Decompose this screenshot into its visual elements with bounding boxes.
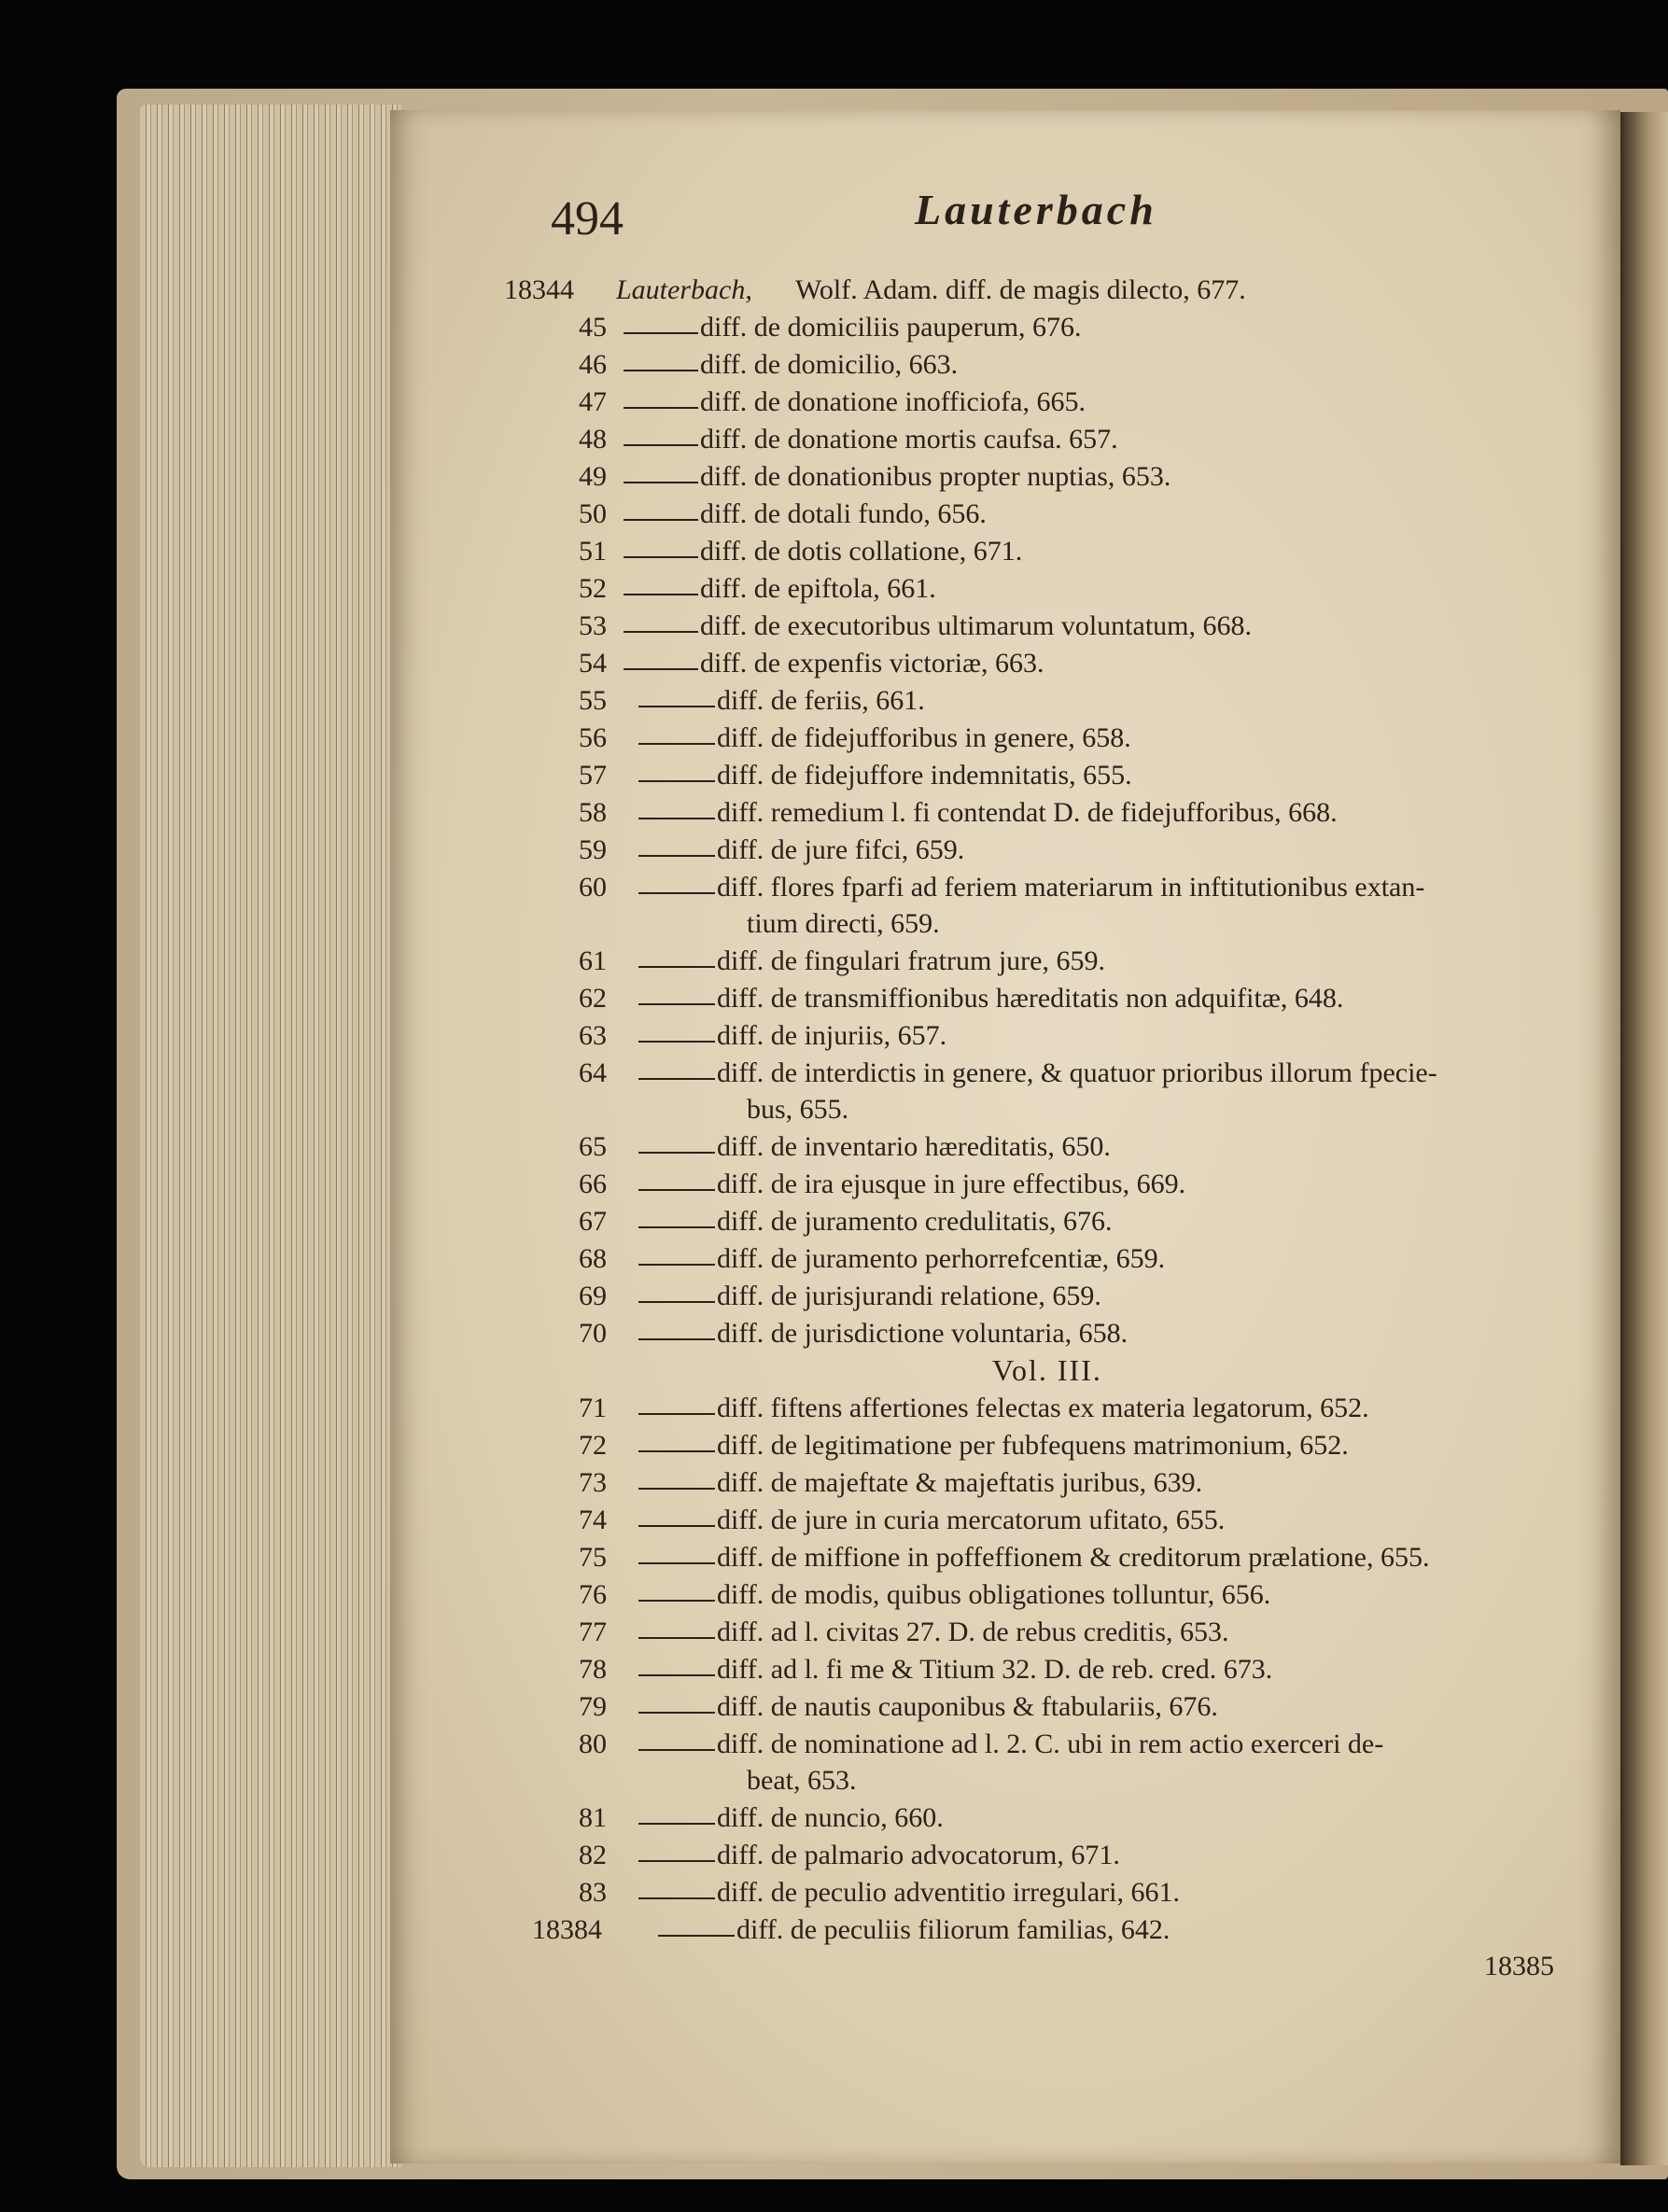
- entry-number: 77: [579, 1617, 607, 1647]
- entry-number: 68: [579, 1243, 607, 1275]
- entry-number: 64: [579, 1057, 607, 1089]
- entry-number: 62: [579, 983, 607, 1015]
- entry-text: diff. de jurisjurandi relatione, 659.: [717, 1281, 1101, 1312]
- ditto-dash: [638, 743, 715, 745]
- entry-text: diff. de modis, quibus obligationes tolluntur, 656.: [717, 1579, 1271, 1610]
- entry-text: diff. de domicilio, 663.: [700, 349, 959, 380]
- entry-text: Wolf. Adam. diff. de magis dilecto, 677.: [795, 274, 1246, 305]
- entry-text: diff. de injuriis, 657.: [717, 1020, 947, 1052]
- entry-text: diff. de executoribus ultimarum voluntatum, 668.: [700, 610, 1253, 641]
- entry-text: diff. de donatione inofficiofa, 665.: [700, 386, 1086, 417]
- entry-number: 60: [579, 872, 607, 903]
- entry-text: diff. de expenfis victoriæ, 663.: [700, 648, 1044, 679]
- ditto-dash: [638, 1525, 715, 1527]
- ditto-dash: [638, 966, 715, 968]
- catchword: 18385: [1484, 1951, 1554, 1981]
- entry-text: diff. de palmario advocatorum, 671.: [717, 1840, 1120, 1871]
- ditto-dash: [638, 1152, 715, 1154]
- entry-number: 45: [579, 312, 607, 343]
- entry-number: 59: [579, 834, 607, 865]
- entry-number: 55: [579, 685, 607, 716]
- entry-text: diff. de dotali fundo, 656.: [700, 498, 987, 529]
- entry-text: diff. de donatione mortis caufsa. 657.: [700, 424, 1118, 455]
- ditto-dash: [624, 594, 698, 595]
- entry-continuation: bus, 655.: [747, 1094, 849, 1126]
- entry-number: 48: [579, 424, 607, 455]
- entry-number: 69: [579, 1281, 607, 1312]
- ditto-dash: [638, 1413, 715, 1415]
- entry-number: 61: [579, 945, 607, 977]
- ditto-dash: [624, 332, 698, 334]
- ditto-dash: [624, 519, 698, 521]
- ditto-dash: [624, 407, 698, 409]
- ditto-dash: [624, 370, 698, 371]
- ditto-dash: [638, 1488, 715, 1490]
- entry-text: diff. de interdictis in genere, & quatuor prioribus illorum fpecie-: [717, 1057, 1437, 1089]
- entry-text: diff. de fingulari fratrum jure, 659.: [717, 945, 1105, 977]
- entry-number: 74: [579, 1505, 607, 1535]
- entry-number: 75: [579, 1542, 607, 1573]
- entry-continuation: beat, 653.: [747, 1765, 857, 1797]
- entry-text: diff. de epiftola, 661.: [700, 573, 936, 604]
- entry-number: 71: [579, 1393, 607, 1423]
- entry-text: diff. ad l. civitas 27. D. de rebus creditis, 653.: [717, 1617, 1229, 1647]
- ditto-dash: [638, 1264, 715, 1266]
- entry-text: diff. de fidejufforibus in genere, 658.: [717, 722, 1131, 753]
- entry-number: 18384: [532, 1914, 602, 1946]
- ditto-dash: [624, 444, 698, 446]
- ditto-dash: [638, 818, 715, 819]
- page-number: 494: [551, 192, 624, 245]
- ditto-dash: [638, 1674, 715, 1676]
- entry-text: diff. de miffione in poffeffionem & creditorum prælatione, 655.: [717, 1542, 1430, 1573]
- ditto-dash: [638, 1637, 715, 1639]
- entry-continuation: tium directi, 659.: [747, 908, 940, 940]
- page-edges: [140, 105, 401, 2167]
- ditto-dash: [638, 1600, 715, 1602]
- entry-number: 67: [579, 1206, 607, 1238]
- entry-number: 80: [579, 1729, 607, 1759]
- entry-number: 83: [579, 1877, 607, 1909]
- ditto-dash: [638, 1003, 715, 1005]
- entry-number: 72: [579, 1430, 607, 1461]
- ditto-dash: [624, 631, 698, 633]
- entry-number: 81: [579, 1802, 607, 1834]
- entry-text: diff. de ira ejusque in jure effectibus, 669.: [717, 1169, 1186, 1200]
- ditto-dash: [638, 780, 715, 782]
- entry-text: diff. remedium l. fi contendat D. de fidejufforibus, 668.: [717, 797, 1338, 828]
- ditto-dash: [638, 1450, 715, 1452]
- entry-text: diff. de inventario hæreditatis, 650.: [717, 1131, 1111, 1163]
- entry-text: diff. de nuncio, 660.: [717, 1802, 944, 1834]
- entry-text: diff. de legitimatione per fubfequens matrimonium, 652.: [717, 1430, 1349, 1461]
- ditto-dash: [638, 1301, 715, 1303]
- entry-number: 49: [579, 461, 607, 492]
- entry-number: 79: [579, 1691, 607, 1722]
- entry-number: 57: [579, 760, 607, 791]
- entry-number: 54: [579, 648, 607, 679]
- ditto-dash: [638, 1860, 715, 1862]
- ditto-dash: [638, 1226, 715, 1228]
- entry-text: diff. de peculiis filiorum familias, 642.: [736, 1914, 1170, 1946]
- entry-text: diff. de feriis, 661.: [717, 685, 925, 716]
- page-gutter: [1620, 112, 1668, 2165]
- entry-number: 52: [579, 573, 607, 604]
- ditto-dash: [638, 1041, 715, 1043]
- entry-number: 63: [579, 1020, 607, 1052]
- entry-text: diff. de majeftate & majeftatis juribus, 639.: [717, 1467, 1203, 1498]
- entry-text: diff. de fidejuffore indemnitatis, 655.: [717, 760, 1132, 791]
- entry-number: 82: [579, 1840, 607, 1871]
- entry-text: diff. de nominatione ad l. 2. C. ubi in rem actio exerceri de-: [717, 1729, 1384, 1759]
- entry-text: diff. flores fparfi ad feriem materiarum in inftitutionibus extan-: [717, 872, 1425, 903]
- running-head: Lauterbach: [915, 186, 1157, 233]
- ditto-dash: [638, 855, 715, 857]
- entry-text: diff. de dotis collatione, 671.: [700, 536, 1023, 567]
- entry-text: diff. de peculio adventitio irregulari, 661.: [717, 1877, 1180, 1909]
- entry-number: 50: [579, 498, 607, 529]
- entry-text: diff. de juramento credulitatis, 676.: [717, 1206, 1113, 1238]
- entry-text: diff. de transmiffionibus hæreditatis non adquifitæ, 648.: [717, 983, 1344, 1015]
- entry-number: 65: [579, 1131, 607, 1163]
- entry-number: 78: [579, 1654, 607, 1685]
- entry-text: diff. ad l. fi me & Titium 32. D. de reb. cred. 673.: [717, 1654, 1273, 1685]
- entry-number: 66: [579, 1169, 607, 1200]
- ditto-dash: [658, 1935, 735, 1937]
- ditto-dash: [638, 706, 715, 707]
- ditto-dash: [638, 1823, 715, 1825]
- entry-text: diff. de juramento perhorrefcentiæ, 659.: [717, 1243, 1166, 1275]
- entry-text: diff. de jurisdictione voluntaria, 658.: [717, 1318, 1128, 1350]
- ditto-dash: [638, 1712, 715, 1714]
- ditto-dash: [624, 556, 698, 558]
- entry-number: 73: [579, 1467, 607, 1498]
- entry-number: 46: [579, 349, 607, 380]
- ditto-dash: [638, 1749, 715, 1751]
- entry-text: diff. fiftens affertiones felectas ex materia legatorum, 652.: [717, 1393, 1369, 1423]
- ditto-dash: [624, 668, 698, 670]
- ditto-dash: [638, 1897, 715, 1899]
- entry-number: 58: [579, 797, 607, 828]
- entry-text: diff. de donationibus propter nuptias, 653.: [700, 461, 1171, 492]
- author-name: Lauterbach,: [616, 274, 752, 305]
- volume-heading: Vol. III.: [992, 1353, 1102, 1387]
- ditto-dash: [638, 1189, 715, 1191]
- ditto-dash: [638, 1338, 715, 1340]
- ditto-dash: [638, 1078, 715, 1080]
- ditto-dash: [638, 1562, 715, 1564]
- entry-text: diff. de domiciliis pauperum, 676.: [700, 312, 1082, 343]
- entry-text: diff. de nautis cauponibus & ftabulariis, 676.: [717, 1691, 1218, 1722]
- ditto-dash: [638, 892, 715, 894]
- entry-number: 76: [579, 1579, 607, 1610]
- entry-number: 56: [579, 722, 607, 753]
- entry-text: diff. de jure in curia mercatorum ufitato, 655.: [717, 1505, 1226, 1535]
- entry-number: 18344: [504, 274, 574, 305]
- entry-number: 51: [579, 536, 607, 567]
- entry-number: 70: [579, 1318, 607, 1350]
- ditto-dash: [624, 482, 698, 483]
- entry-text: diff. de jure fifci, 659.: [717, 834, 965, 865]
- entry-number: 47: [579, 386, 607, 417]
- entry-number: 53: [579, 610, 607, 641]
